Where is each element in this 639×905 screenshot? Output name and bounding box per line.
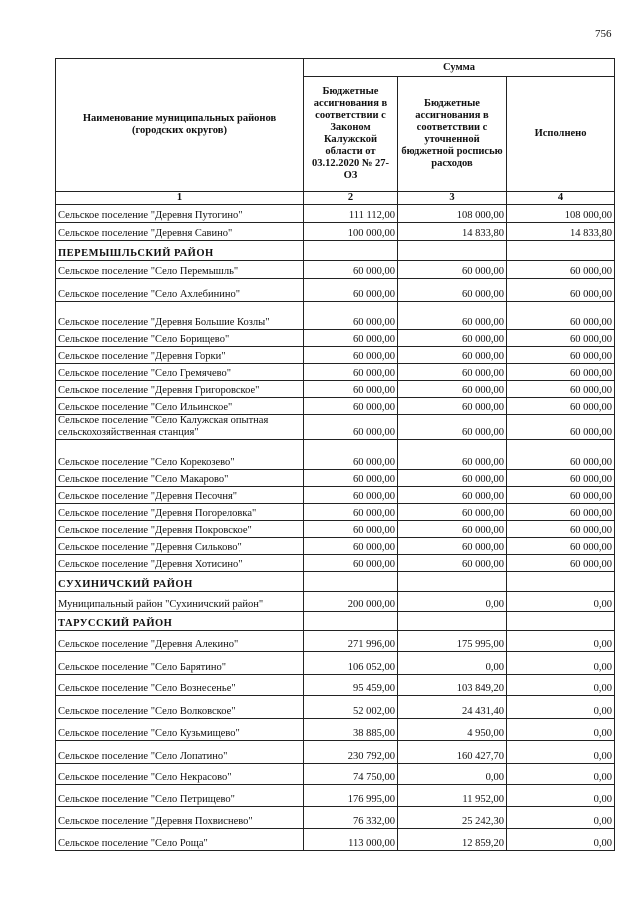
column-header-sum: Сумма	[304, 59, 615, 77]
executed-value: 60 000,00	[507, 279, 615, 302]
settlement-name: Сельское поселение "Село Барятино"	[56, 652, 304, 675]
settlement-name: Сельское поселение "Село Петрищево"	[56, 785, 304, 807]
settlement-name: Сельское поселение "Деревня Покровское"	[56, 521, 304, 538]
refined-allocation-value: 60 000,00	[398, 330, 507, 347]
law-allocation-value: 60 000,00	[304, 381, 398, 398]
refined-allocation-value: 0,00	[398, 764, 507, 785]
law-allocation-value: 60 000,00	[304, 538, 398, 555]
refined-allocation-value: 60 000,00	[398, 398, 507, 415]
executed-value: 0,00	[507, 764, 615, 785]
law-allocation-value: 60 000,00	[304, 302, 398, 330]
table-row	[56, 279, 615, 302]
refined-allocation-value: 14 833,80	[398, 223, 507, 241]
refined-allocation-value	[398, 572, 507, 592]
table-row	[56, 785, 615, 807]
law-allocation-value: 52 002,00	[304, 696, 398, 719]
refined-allocation-value: 0,00	[398, 592, 507, 612]
executed-value: 60 000,00	[507, 381, 615, 398]
refined-allocation-value: 60 000,00	[398, 440, 507, 470]
executed-value: 0,00	[507, 675, 615, 696]
settlement-name: Сельское поселение "Село Вознесенье"	[56, 675, 304, 696]
table-row	[56, 719, 615, 741]
refined-allocation-value: 175 995,00	[398, 631, 507, 652]
law-allocation-value	[304, 241, 398, 261]
settlement-name: Сельское поселение "Село Некрасово"	[56, 764, 304, 785]
law-allocation-value: 60 000,00	[304, 330, 398, 347]
settlement-name: Сельское поселение "Село Борищево"	[56, 330, 304, 347]
table-row	[56, 592, 615, 612]
refined-allocation-value: 25 242,30	[398, 807, 507, 829]
settlement-name: Сельское поселение "Село Макарово"	[56, 470, 304, 487]
refined-allocation-value: 60 000,00	[398, 555, 507, 572]
settlement-name: Сельское поселение "Село Лопатино"	[56, 741, 304, 764]
refined-allocation-value: 60 000,00	[398, 347, 507, 364]
law-allocation-value: 60 000,00	[304, 470, 398, 487]
executed-value: 0,00	[507, 785, 615, 807]
settlement-name: Сельское поселение "Деревня Путогино"	[56, 205, 304, 223]
law-allocation-value	[304, 572, 398, 592]
table-row	[56, 538, 615, 555]
law-allocation-value: 271 996,00	[304, 631, 398, 652]
law-allocation-value: 60 000,00	[304, 398, 398, 415]
settlement-name: Сельское поселение "Деревня Похвиснево"	[56, 807, 304, 829]
column-header-name: Наименование муниципальных районов (городских округов)	[56, 59, 304, 192]
table-row	[56, 261, 615, 279]
column-number: 4	[507, 192, 615, 205]
refined-allocation-value: 108 000,00	[398, 205, 507, 223]
table-row	[56, 347, 615, 364]
law-allocation-value: 60 000,00	[304, 279, 398, 302]
table-row	[56, 398, 615, 415]
settlement-name: Сельское поселение "Деревня Погореловка"	[56, 504, 304, 521]
column-number: 3	[398, 192, 507, 205]
refined-allocation-value: 60 000,00	[398, 470, 507, 487]
law-allocation-value: 60 000,00	[304, 555, 398, 572]
settlement-name: Сельское поселение "Село Ахлебинино"	[56, 279, 304, 302]
executed-value: 0,00	[507, 807, 615, 829]
table-row	[56, 364, 615, 381]
law-allocation-value: 200 000,00	[304, 592, 398, 612]
settlement-name: Сельское поселение "Деревня Большие Козлы"	[56, 302, 304, 330]
law-allocation-value: 60 000,00	[304, 487, 398, 504]
refined-allocation-value: 103 849,20	[398, 675, 507, 696]
settlement-name: ПЕРЕМЫШЛЬСКИЙ РАЙОН	[56, 241, 304, 261]
settlement-name: Сельское поселение "Деревня Песочня"	[56, 487, 304, 504]
settlement-name: Сельское поселение "Деревня Горки"	[56, 347, 304, 364]
table-row	[56, 741, 615, 764]
table-row	[56, 302, 615, 330]
executed-value: 60 000,00	[507, 470, 615, 487]
table-row	[56, 764, 615, 785]
budget-table	[55, 58, 615, 851]
refined-allocation-value: 60 000,00	[398, 279, 507, 302]
law-allocation-value: 113 000,00	[304, 829, 398, 851]
law-allocation-value: 74 750,00	[304, 764, 398, 785]
settlement-name: Сельское поселение "Деревня Савино"	[56, 223, 304, 241]
law-allocation-value: 176 995,00	[304, 785, 398, 807]
refined-allocation-value: 11 952,00	[398, 785, 507, 807]
executed-value: 60 000,00	[507, 302, 615, 330]
refined-allocation-value: 24 431,40	[398, 696, 507, 719]
column-number: 1	[56, 192, 304, 205]
law-allocation-value: 76 332,00	[304, 807, 398, 829]
table-body	[56, 205, 615, 851]
column-number: 2	[304, 192, 398, 205]
refined-allocation-value: 60 000,00	[398, 364, 507, 381]
refined-allocation-value: 60 000,00	[398, 538, 507, 555]
settlement-name: Сельское поселение "Село Ильинское"	[56, 398, 304, 415]
settlement-name: СУХИНИЧСКИЙ РАЙОН	[56, 572, 304, 592]
settlement-name: Сельское поселение "Деревня Григоровское"	[56, 381, 304, 398]
executed-value: 60 000,00	[507, 521, 615, 538]
table-row	[56, 470, 615, 487]
executed-value: 108 000,00	[507, 205, 615, 223]
executed-value: 60 000,00	[507, 538, 615, 555]
district-heading-row	[56, 572, 615, 592]
refined-allocation-value: 60 000,00	[398, 521, 507, 538]
table-row	[56, 223, 615, 241]
table-row	[56, 381, 615, 398]
table-row	[56, 652, 615, 675]
law-allocation-value: 60 000,00	[304, 521, 398, 538]
table-row	[56, 631, 615, 652]
refined-allocation-value: 12 859,20	[398, 829, 507, 851]
law-allocation-value: 38 885,00	[304, 719, 398, 741]
table-row	[56, 807, 615, 829]
table-row	[56, 504, 615, 521]
law-allocation-value: 111 112,00	[304, 205, 398, 223]
settlement-name: Сельское поселение "Село Калужская опытная сельскохозяйственная станция"	[56, 415, 304, 440]
table-row	[56, 521, 615, 538]
settlement-name: Сельское поселение "Село Гремячево"	[56, 364, 304, 381]
table-row	[56, 415, 615, 440]
settlement-name: Сельское поселение "Село Роща"	[56, 829, 304, 851]
law-allocation-value	[304, 612, 398, 631]
executed-value: 0,00	[507, 631, 615, 652]
executed-value: 60 000,00	[507, 555, 615, 572]
executed-value: 60 000,00	[507, 330, 615, 347]
settlement-name: Сельское поселение "Деревня Алекино"	[56, 631, 304, 652]
executed-value	[507, 572, 615, 592]
executed-value: 60 000,00	[507, 440, 615, 470]
settlement-name: Муниципальный район "Сухиничский район"	[56, 592, 304, 612]
refined-allocation-value: 160 427,70	[398, 741, 507, 764]
executed-value: 60 000,00	[507, 487, 615, 504]
executed-value: 0,00	[507, 696, 615, 719]
table-row	[56, 555, 615, 572]
executed-value: 0,00	[507, 741, 615, 764]
column-header-executed: Исполнено	[507, 77, 615, 192]
refined-allocation-value: 60 000,00	[398, 487, 507, 504]
refined-allocation-value: 60 000,00	[398, 504, 507, 521]
executed-value: 60 000,00	[507, 504, 615, 521]
table-row	[56, 440, 615, 470]
district-heading-row	[56, 241, 615, 261]
refined-allocation-value: 60 000,00	[398, 261, 507, 279]
executed-value: 60 000,00	[507, 398, 615, 415]
law-allocation-value: 60 000,00	[304, 440, 398, 470]
executed-value: 0,00	[507, 652, 615, 675]
settlement-name: Сельское поселение "Село Перемышль"	[56, 261, 304, 279]
law-allocation-value: 95 459,00	[304, 675, 398, 696]
executed-value	[507, 241, 615, 261]
executed-value: 0,00	[507, 829, 615, 851]
table-header	[56, 59, 615, 205]
law-allocation-value: 60 000,00	[304, 504, 398, 521]
law-allocation-value: 60 000,00	[304, 415, 398, 440]
executed-value: 14 833,80	[507, 223, 615, 241]
settlement-name: Сельское поселение "Село Кузьмищево"	[56, 719, 304, 741]
refined-allocation-value: 4 950,00	[398, 719, 507, 741]
table-row	[56, 675, 615, 696]
law-allocation-value: 230 792,00	[304, 741, 398, 764]
table-row	[56, 330, 615, 347]
settlement-name: Сельское поселение "Деревня Хотисино"	[56, 555, 304, 572]
law-allocation-value: 60 000,00	[304, 347, 398, 364]
law-allocation-value: 60 000,00	[304, 261, 398, 279]
refined-allocation-value: 0,00	[398, 652, 507, 675]
district-heading-row	[56, 612, 615, 631]
executed-value	[507, 612, 615, 631]
executed-value: 60 000,00	[507, 261, 615, 279]
settlement-name: Сельское поселение "Село Корекозево"	[56, 440, 304, 470]
refined-allocation-value: 60 000,00	[398, 381, 507, 398]
law-allocation-value: 106 052,00	[304, 652, 398, 675]
settlement-name: ТАРУССКИЙ РАЙОН	[56, 612, 304, 631]
table-row	[56, 696, 615, 719]
executed-value: 60 000,00	[507, 364, 615, 381]
refined-allocation-value	[398, 241, 507, 261]
column-header-law-allocations: Бюджетные ассигнования в соответствии с Законом Калужской области от 03.12.2020 № 27-ОЗ	[304, 77, 398, 192]
column-header-refined-allocations: Бюджетные ассигнования в соответствии с уточненной бюджетной росписью расходов	[398, 77, 507, 192]
executed-value: 60 000,00	[507, 415, 615, 440]
executed-value: 60 000,00	[507, 347, 615, 364]
law-allocation-value: 100 000,00	[304, 223, 398, 241]
executed-value: 0,00	[507, 719, 615, 741]
table-row	[56, 829, 615, 851]
settlement-name: Сельское поселение "Деревня Сильково"	[56, 538, 304, 555]
table-row	[56, 487, 615, 504]
refined-allocation-value: 60 000,00	[398, 302, 507, 330]
executed-value: 0,00	[507, 592, 615, 612]
refined-allocation-value: 60 000,00	[398, 415, 507, 440]
refined-allocation-value	[398, 612, 507, 631]
page-number: 756	[595, 28, 612, 40]
law-allocation-value: 60 000,00	[304, 364, 398, 381]
table-row	[56, 205, 615, 223]
settlement-name: Сельское поселение "Село Волковское"	[56, 696, 304, 719]
